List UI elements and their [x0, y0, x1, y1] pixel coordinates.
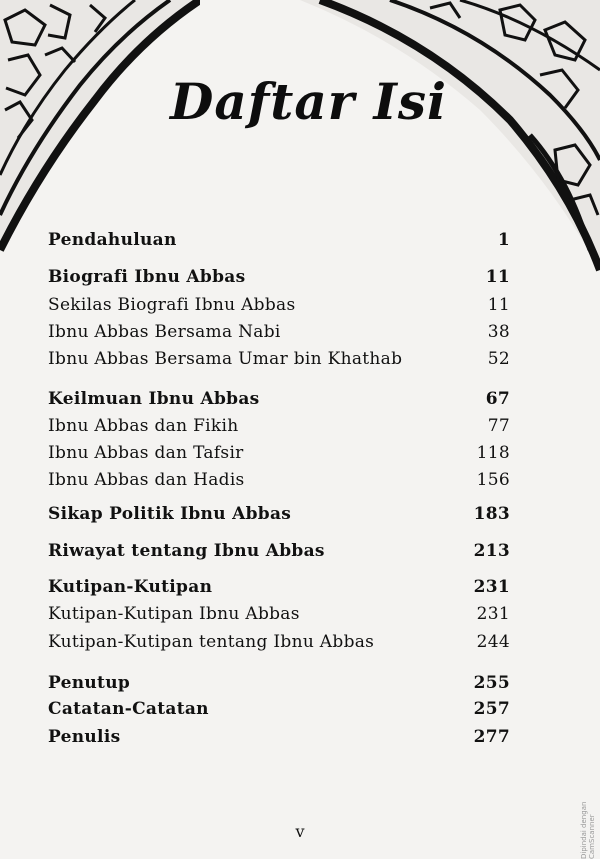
toc-entry-label: Sikap Politik Ibnu Abbas	[48, 504, 292, 524]
toc-entry-page: 38	[487, 322, 510, 342]
toc-entry-page: 52	[487, 349, 510, 369]
toc-entry-page: 1	[497, 230, 510, 250]
toc-entry	[48, 504, 510, 524]
toc-entry-page: 213	[473, 541, 510, 561]
toc-entry-page: 231	[473, 577, 510, 597]
toc-entry	[48, 541, 510, 561]
toc-entry	[48, 349, 510, 369]
toc-entry-page: 156	[476, 470, 510, 490]
toc-entry-page: 67	[485, 389, 510, 409]
toc-entry-page: 231	[476, 604, 510, 624]
toc-entry-label: Ibnu Abbas Bersama Umar bin Khathab	[48, 349, 403, 369]
toc-entry-label: Kutipan-Kutipan	[48, 577, 213, 597]
toc-entry-label: Catatan-Catatan	[48, 699, 209, 719]
toc-entry-page: 257	[473, 699, 510, 719]
toc-entry-label: Riwayat tentang Ibnu Abbas	[48, 541, 325, 561]
toc-entry	[48, 295, 510, 315]
toc-entry	[48, 389, 510, 409]
toc-entry-page: 277	[473, 727, 510, 747]
toc-entry	[48, 604, 510, 624]
toc-entry	[48, 267, 510, 287]
toc-entry-label: Ibnu Abbas dan Fikih	[48, 416, 239, 436]
page-number: v	[295, 822, 305, 841]
toc-entry	[48, 577, 510, 597]
toc-entry-page: 118	[476, 443, 510, 463]
toc-entry-label: Sekilas Biografi Ibnu Abbas	[48, 295, 296, 315]
toc-entry	[48, 699, 510, 719]
toc-entry-page: 255	[473, 673, 510, 693]
scanner-watermark: Dipindai dengan CamScanner	[580, 801, 596, 859]
toc-entry	[48, 322, 510, 342]
toc-entry-label: Kutipan-Kutipan tentang Ibnu Abbas	[48, 632, 375, 652]
toc-entry-label: Ibnu Abbas dan Tafsir	[48, 443, 244, 463]
toc-entry-label: Penutup	[48, 673, 131, 693]
toc-entry	[48, 632, 510, 652]
toc-entry-page: 244	[476, 632, 510, 652]
toc-entry-label: Biografi Ibnu Abbas	[48, 267, 246, 287]
page-title: Daftar Isi	[170, 72, 448, 131]
toc-entry-page: 183	[473, 504, 510, 524]
toc-entry	[48, 230, 510, 250]
toc-entry-label: Pendahuluan	[48, 230, 177, 250]
toc-entry	[48, 727, 510, 747]
toc-entry-label: Ibnu Abbas Bersama Nabi	[48, 322, 281, 342]
toc-entry-label: Penulis	[48, 727, 121, 747]
toc-entry-page: 11	[485, 267, 510, 287]
toc-entry	[48, 673, 510, 693]
toc-entry-page: 11	[487, 295, 510, 315]
toc-entry	[48, 443, 510, 463]
toc-entry-label: Ibnu Abbas dan Hadis	[48, 470, 245, 490]
toc-entry	[48, 416, 510, 436]
toc-entry-label: Keilmuan Ibnu Abbas	[48, 389, 260, 409]
toc-entry	[48, 470, 510, 490]
toc-entry-page: 77	[487, 416, 510, 436]
toc-entry-label: Kutipan-Kutipan Ibnu Abbas	[48, 604, 300, 624]
